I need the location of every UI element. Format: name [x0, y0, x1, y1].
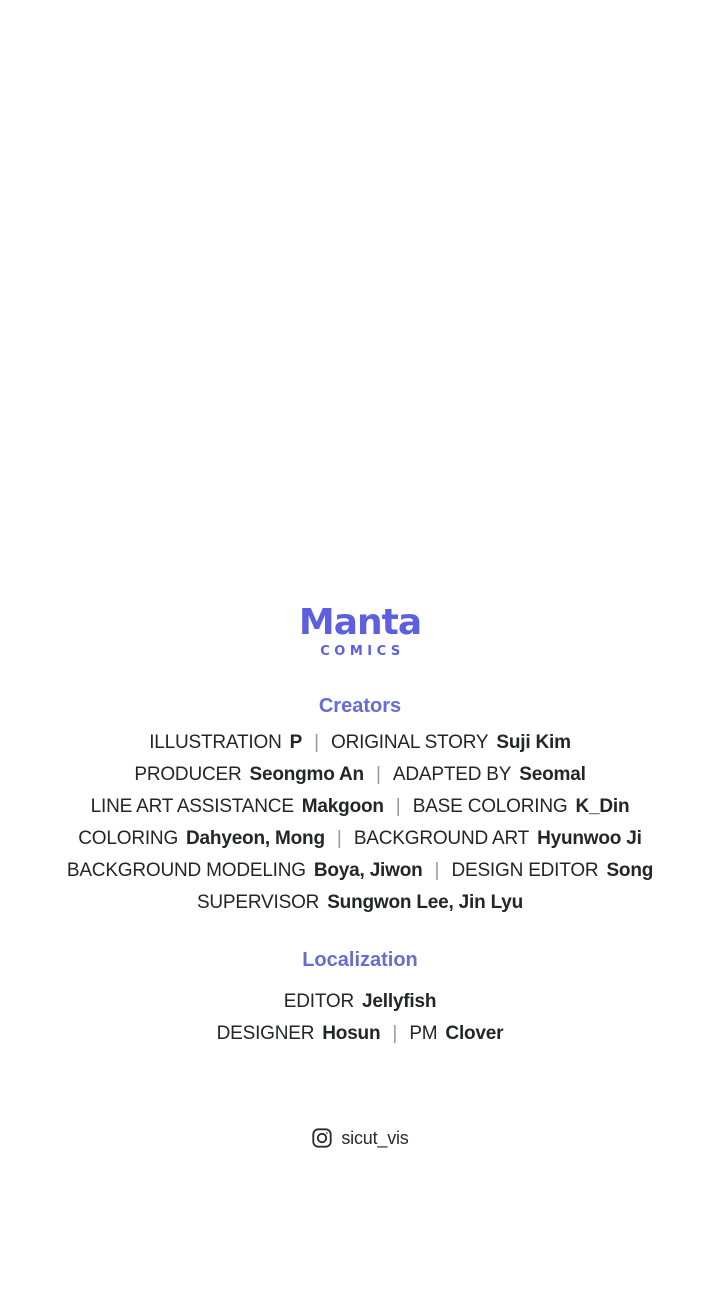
credit-role: PRODUCER — [134, 764, 242, 785]
credits-section-localization — [67, 949, 653, 1050]
credit-role: PM — [409, 1023, 438, 1044]
credit-role: BACKGROUND MODELING — [66, 860, 306, 881]
credit-line — [91, 791, 630, 823]
credit-name: Song — [606, 860, 654, 881]
section-title: Creators — [318, 695, 402, 717]
credit-separator: | — [375, 764, 381, 785]
credit-line — [134, 759, 585, 791]
social-row — [311, 1126, 408, 1150]
credit-line — [149, 727, 571, 759]
credit-name: Jellyfish — [362, 991, 437, 1012]
credit-role: BACKGROUND ART — [353, 828, 530, 849]
manta-logo-wordmark: Manta — [298, 602, 422, 643]
credit-name: Clover — [445, 1023, 504, 1044]
credit-role: EDITOR — [283, 991, 354, 1012]
credit-name: Dahyeon, Mong — [186, 828, 325, 849]
credit-role: SUPERVISOR — [196, 892, 320, 913]
credit-role: ORIGINAL STORY — [331, 732, 489, 753]
credit-name: Makgoon — [301, 796, 384, 817]
credit-separator: | — [314, 732, 320, 753]
credit-separator: | — [395, 796, 401, 817]
instagram-icon — [311, 1127, 333, 1149]
credit-name: Hyunwoo Ji — [537, 828, 642, 849]
credit-separator: | — [392, 1023, 398, 1044]
credit-name: Seomal — [519, 764, 586, 785]
credit-role: LINE ART ASSISTANCE — [90, 796, 294, 817]
instagram-handle: sicut_vis — [341, 1128, 409, 1148]
credit-role: BASE COLORING — [412, 796, 568, 817]
credit-name: P — [289, 732, 303, 753]
credit-role: COLORING — [78, 828, 179, 849]
credit-line — [67, 855, 653, 887]
credits-sections — [67, 660, 653, 1050]
credit-name: Suji Kim — [496, 732, 571, 753]
credit-line — [217, 1018, 504, 1050]
credit-role: DESIGN EDITOR — [451, 860, 599, 881]
credit-role: ILLUSTRATION — [149, 732, 282, 753]
credit-separator: | — [434, 860, 440, 881]
credit-name: Boya, Jiwon — [313, 860, 423, 881]
credit-role: ADAPTED BY — [392, 764, 512, 785]
credit-name: Seongmo An — [249, 764, 364, 785]
credit-name: K_Din — [575, 796, 630, 817]
section-title: Localization — [302, 949, 418, 971]
credit-line — [284, 986, 437, 1018]
credits-section-creators — [67, 695, 653, 919]
credit-separator: | — [336, 828, 342, 849]
credit-line — [78, 823, 641, 855]
credit-role: DESIGNER — [216, 1023, 315, 1044]
credit-line — [197, 887, 523, 919]
manta-comics-label: COMICS — [320, 644, 405, 659]
credit-name: Hosun — [322, 1023, 381, 1044]
credit-name: Sungwon Lee, Jin Lyu — [327, 892, 524, 913]
